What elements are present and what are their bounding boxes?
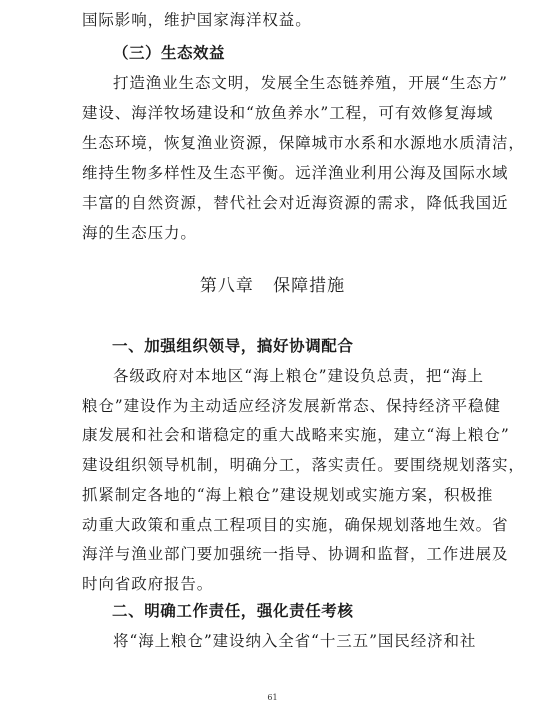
- section-heading-responsibility: 二、明确工作责任，强化责任考核: [112, 602, 354, 620]
- paragraph-line: 建设、海洋牧场建设和“放鱼养水”工程，可有效修复海域: [82, 104, 494, 122]
- paragraph-line: 建设组织领导机制，明确分工，落实责任。要围绕规划落实，: [82, 456, 525, 474]
- paragraph-line: 生态环境，恢复渔业资源，保障城市水系和水源地水质清洁，: [82, 134, 525, 152]
- paragraph-line: 海的生态压力。: [82, 224, 197, 242]
- paragraph-line: 各级政府对本地区“海上粮仓”建设负总责，把“海上: [113, 367, 484, 385]
- paragraph-line: 维持生物多样性及生态平衡。远洋渔业利用公海及国际水域: [82, 164, 509, 182]
- subheading-ecological-benefits: （三）生态效益: [113, 43, 226, 62]
- paragraph-line: 抓紧制定各地的“海上粮仓”建设规划或实施方案，积极推: [82, 486, 494, 504]
- paragraph-line: 将“海上粮仓”建设纳入全省“十三五”国民经济和社: [113, 632, 477, 650]
- page-number: 61: [267, 693, 278, 702]
- paragraph-line: 康发展和社会和谐稳定的重大战略来实施，建立“海上粮仓”: [82, 426, 510, 444]
- paragraph-line: 丰富的自然资源，替代社会对近海资源的需求，降低我国近: [82, 194, 509, 212]
- section-heading-leadership: 一、加强组织领导，搞好协调配合: [112, 337, 354, 355]
- paragraph-line: 时向省政府报告。: [82, 575, 214, 593]
- chapter-title: 第八章 保障措施: [199, 276, 346, 296]
- paragraph-line: 国际影响，维护国家海洋权益。: [82, 11, 312, 29]
- paragraph-line: 粮仓”建设作为主动适应经济发展新常态、保持经济平稳健: [82, 397, 501, 415]
- paragraph-line: 打造渔业生态文明，发展全生态链养殖，开展“生态方”: [113, 74, 508, 92]
- paragraph-line: 海洋与渔业部门要加强统一指导、协调和监督，工作进展及: [82, 545, 509, 563]
- paragraph-line: 动重大政策和重点工程项目的实施，确保规划落地生效。省: [82, 516, 509, 534]
